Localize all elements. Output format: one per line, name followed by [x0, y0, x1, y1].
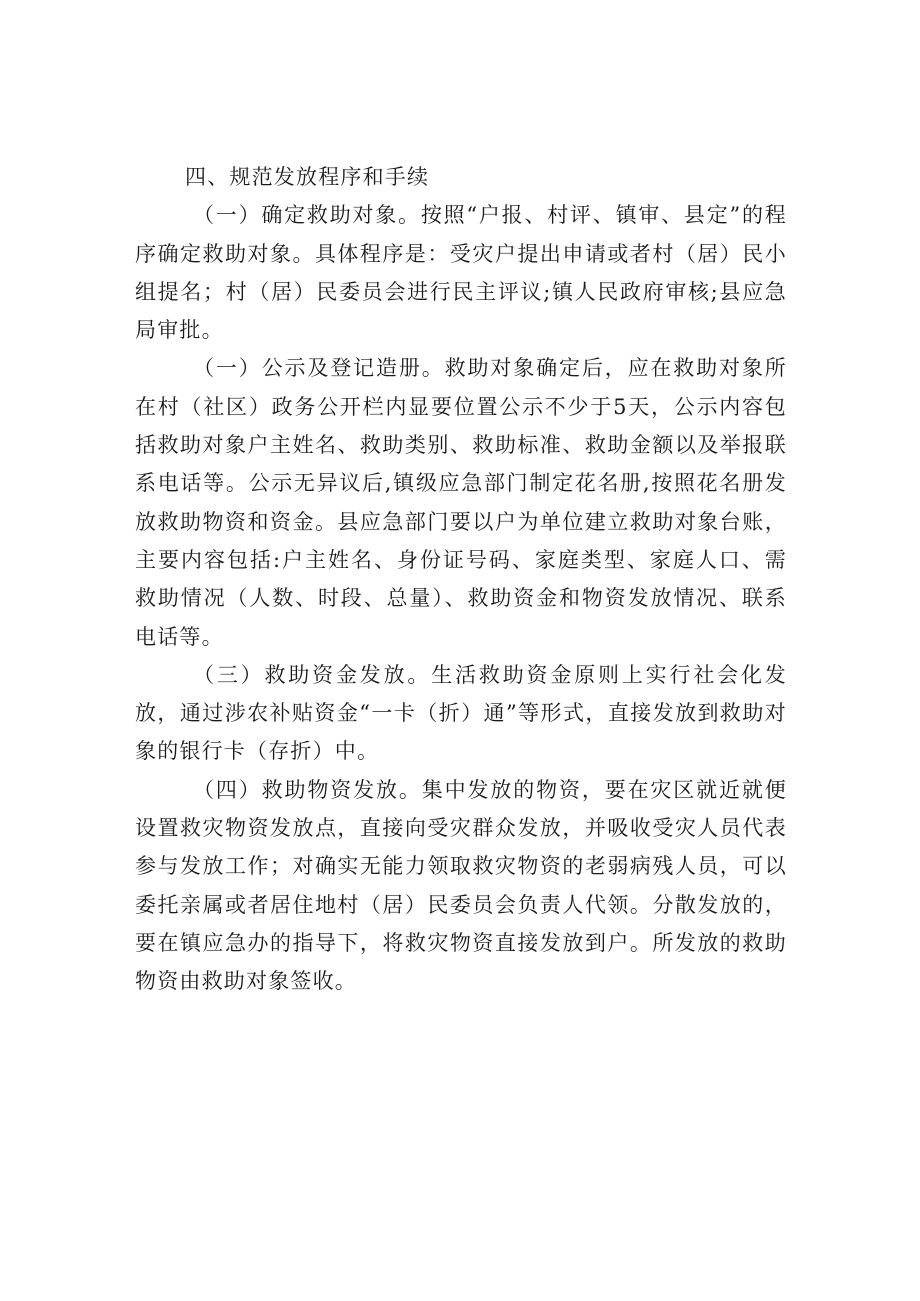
document-body [135, 158, 787, 1001]
paragraph-fund-distribution: （三）救助资金发放。生活救助资金原则上实行社会化发放，通过涉农补贴资金“一卡（折）通”等形式，直接发放到救助对象的银行卡（存折）中。 [135, 662, 787, 764]
paragraph-public-notice-registration: （一）公示及登记造册。救助对象确定后，应在救助对象所在村（社区）政务公开栏内显要位置公示不少于5天，公示内容包括救助对象户主姓名、救助类别、救助标准、救助金额以及举报联系电话等。公示无异议后,镇级应急部门制定花名册,按照花名册发放救助物资和资金。县应急部门要以户为单位建立救助对象台账，主要内容包括:户主姓名、身份证号码、家庭类型、家庭人口、需救助情况（人数、时段、总量）、救助资金和物资发放情况、联系电话等。 [135, 356, 787, 649]
section-heading: 四、规范发放程序和手续 [185, 165, 430, 189]
paragraph-material-distribution: （四）救助物资发放。集中发放的物资，要在灾区就近就便设置救灾物资发放点，直接向受灾群众发放，并吸收受灾人员代表参与发放工作；对确实无能力领取救灾物资的老弱病残人员，可以委托亲属或者居住地村（居）民委员会负责人代领。分散发放的，要在镇应急办的指导下，将救灾物资直接发放到户。所发放的救助物资由救助对象签收。 [135, 777, 787, 994]
paragraph-determine-recipients: （一）确定救助对象。按照“户报、村评、镇审、县定”的程序确定救助对象。具体程序是：受灾户提出申请或者村（居）民小组提名；村（居）民委员会进行民主评议;镇人民政府审核;县应急局审批。 [135, 203, 787, 343]
